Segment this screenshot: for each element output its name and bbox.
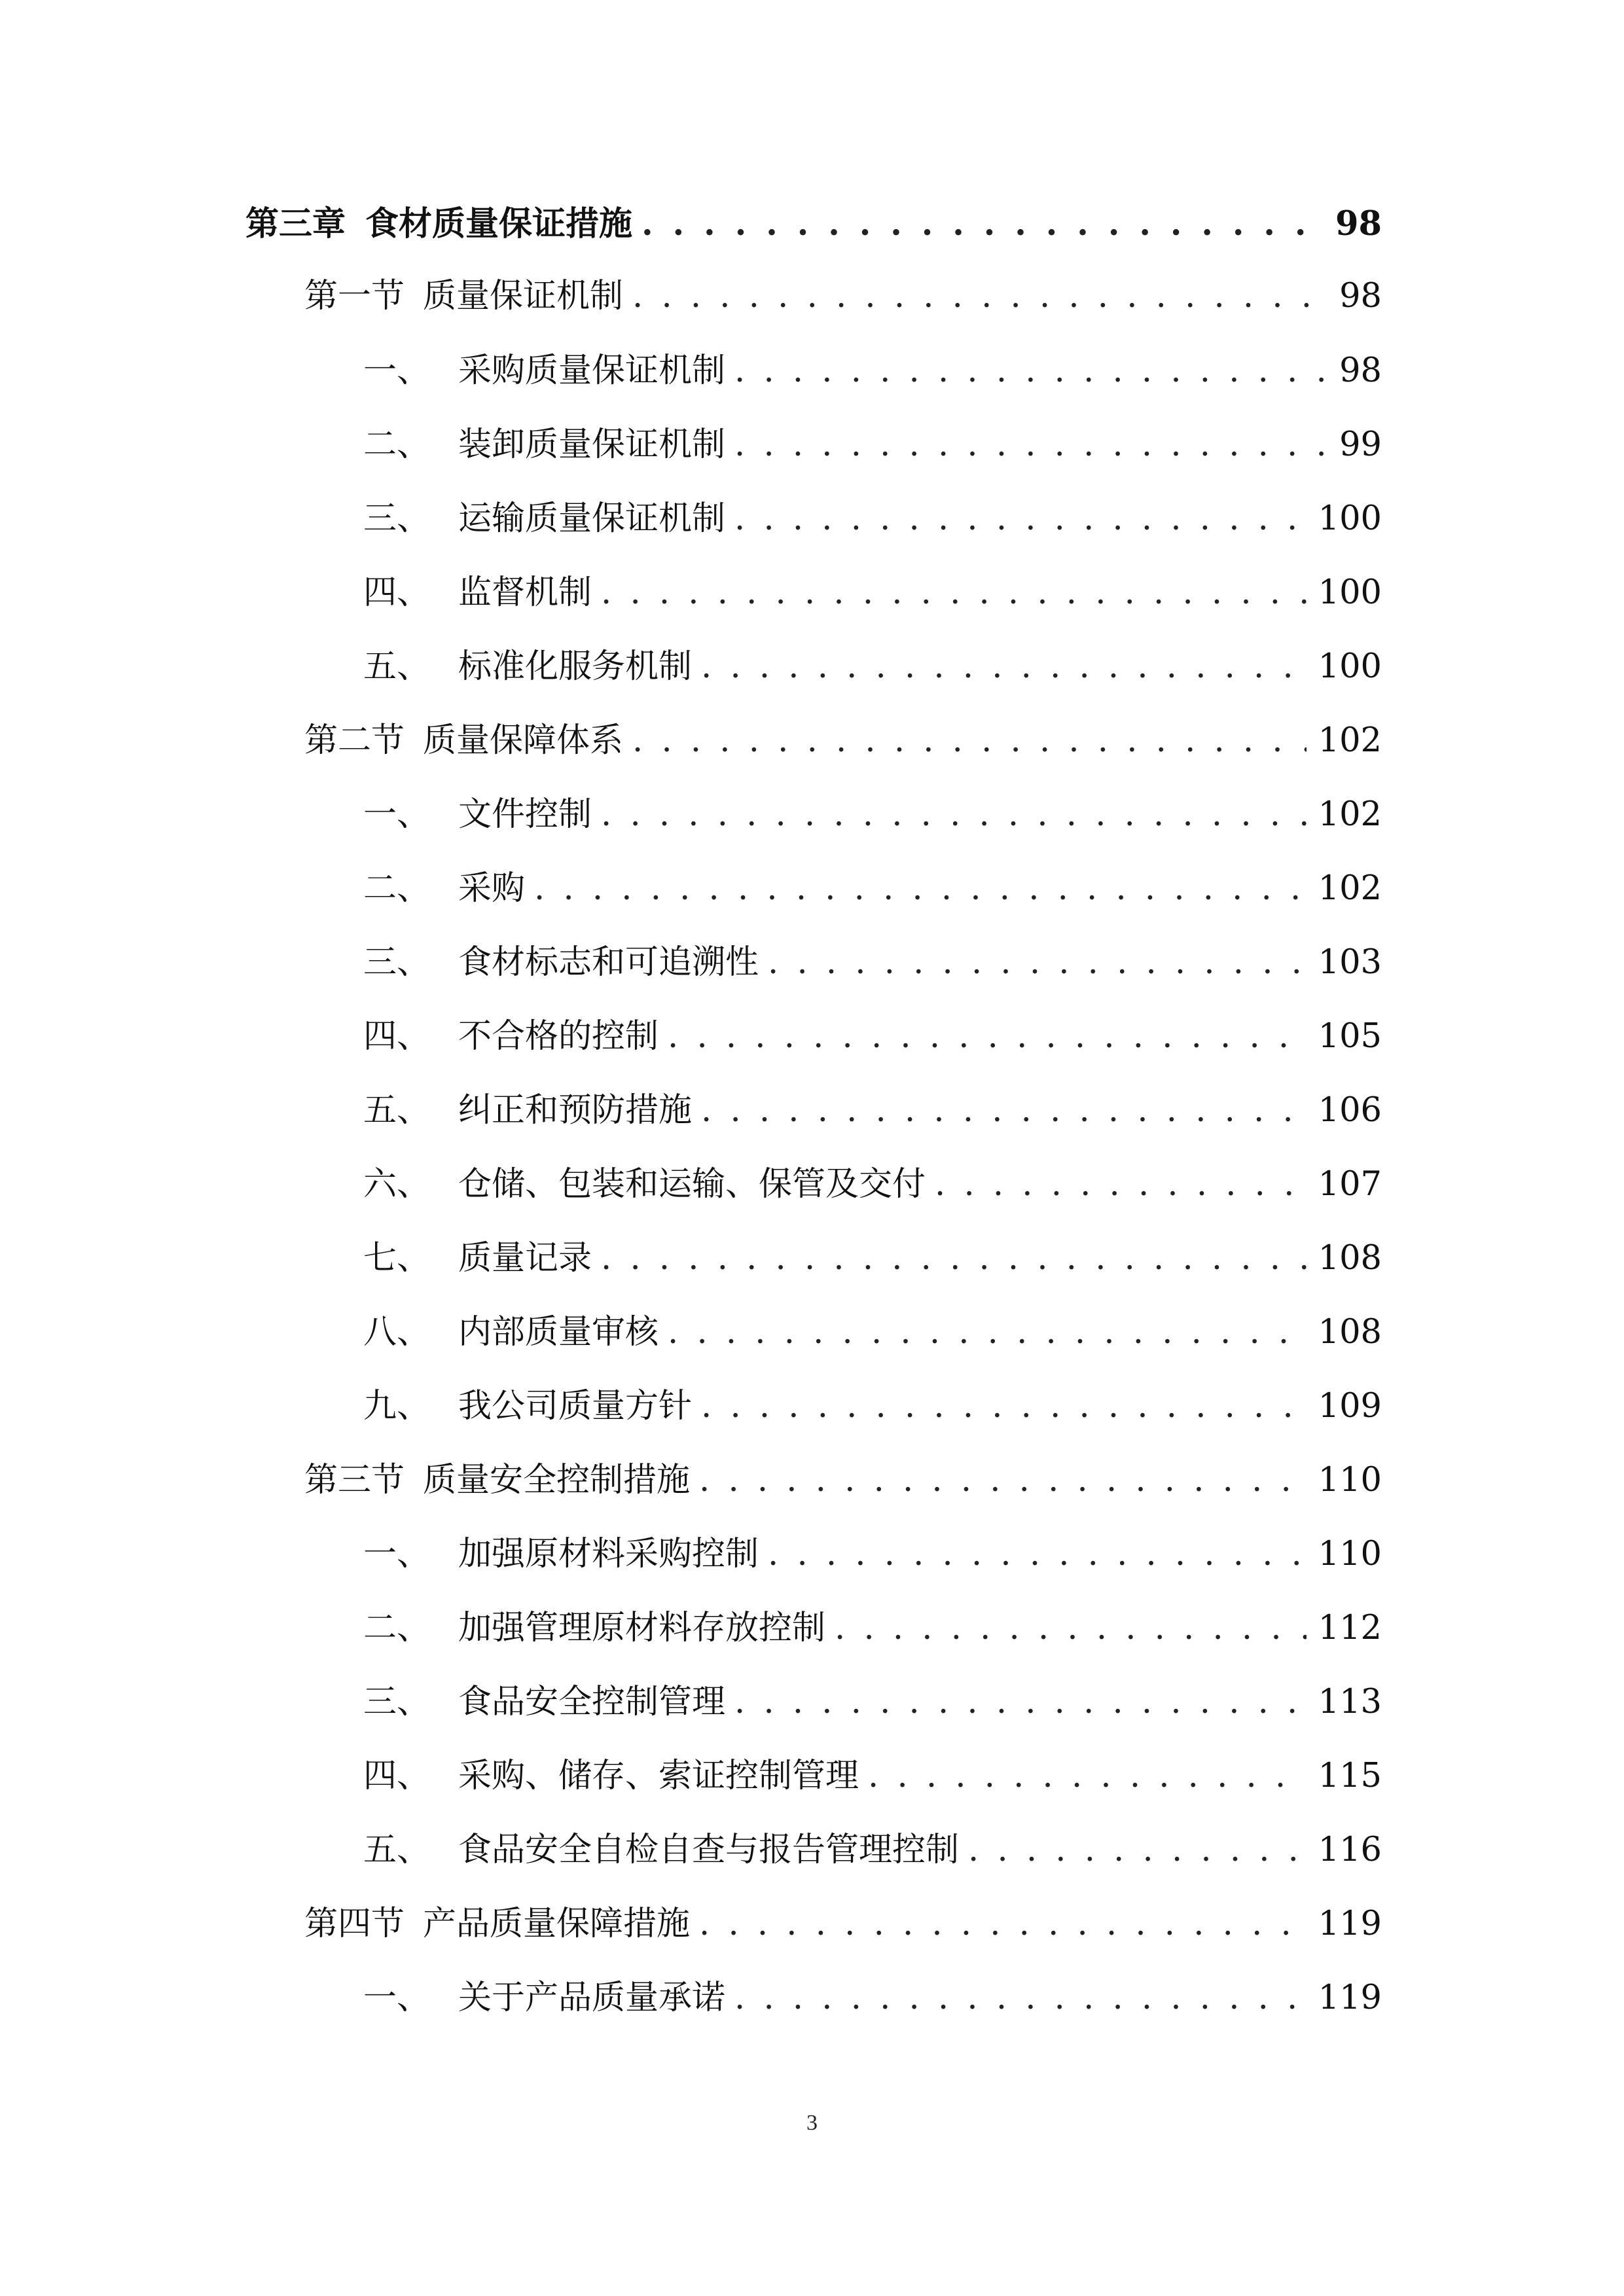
toc-dot-leader bbox=[701, 1380, 1307, 1433]
toc-entry-title: 关于产品质量承诺 bbox=[458, 1979, 726, 2017]
toc-entry-page: 116 bbox=[1318, 1831, 1382, 1869]
toc-entry-title: 装卸质量保证机制 bbox=[458, 425, 726, 464]
toc-entry-title: 仓储、包装和运输、保管及交付 bbox=[458, 1165, 926, 1204]
toc-entry-number: 一、 bbox=[363, 1535, 431, 1573]
toc-entry-item[interactable] bbox=[363, 1602, 1382, 1655]
toc-entry-number: 五、 bbox=[363, 647, 431, 686]
toc-entry-number: 四、 bbox=[363, 573, 431, 612]
toc-entry-number: 一、 bbox=[363, 351, 431, 390]
toc-entry-number: 二、 bbox=[363, 869, 431, 908]
toc-entry-number: 第二节 bbox=[304, 721, 405, 760]
toc-entry-section[interactable] bbox=[304, 715, 1382, 767]
toc-dot-leader bbox=[734, 419, 1327, 471]
toc-entry-page: 110 bbox=[1318, 1461, 1382, 1499]
toc-entry-section[interactable] bbox=[304, 1454, 1382, 1507]
toc-entry-title: 采购 bbox=[458, 869, 526, 908]
toc-entry-number: 三、 bbox=[363, 1683, 431, 1721]
toc-dot-leader bbox=[668, 1011, 1307, 1063]
toc-entry-item[interactable] bbox=[363, 1528, 1382, 1581]
toc-dot-leader bbox=[701, 641, 1307, 693]
toc-entry-page: 113 bbox=[1318, 1683, 1382, 1721]
toc-entry-title: 内部质量审核 bbox=[458, 1313, 659, 1352]
toc-entry-title: 食材标志和可追溯性 bbox=[458, 943, 759, 982]
toc-entry-title: 质量保证机制 bbox=[423, 277, 624, 315]
toc-entry-page: 119 bbox=[1318, 1905, 1382, 1943]
toc-dot-leader bbox=[734, 1972, 1307, 2024]
toc-entry-page: 98 bbox=[1335, 204, 1382, 243]
toc-dot-leader bbox=[641, 198, 1324, 250]
page-number: 3 bbox=[806, 2111, 818, 2135]
toc-entry-item[interactable] bbox=[363, 1380, 1382, 1433]
toc-entry-number: 五、 bbox=[363, 1091, 431, 1130]
toc-entry-page: 98 bbox=[1339, 351, 1382, 390]
toc-dot-leader bbox=[734, 493, 1307, 545]
toc-entry-page: 100 bbox=[1318, 499, 1382, 538]
toc-entry-title: 质量安全控制措施 bbox=[423, 1461, 691, 1499]
toc-entry-page: 106 bbox=[1318, 1091, 1382, 1130]
toc-entry-item[interactable] bbox=[363, 1750, 1382, 1803]
toc-dot-leader bbox=[632, 715, 1307, 767]
toc-entry-item[interactable] bbox=[363, 789, 1382, 841]
toc-entry-item[interactable] bbox=[363, 1232, 1382, 1285]
toc-entry-chapter-3[interactable] bbox=[245, 198, 1382, 250]
toc-dot-leader bbox=[935, 1158, 1307, 1211]
toc-entry-section[interactable] bbox=[304, 1898, 1382, 1950]
toc-entry-page: 102 bbox=[1318, 795, 1382, 834]
toc-entry-item[interactable] bbox=[363, 937, 1382, 989]
toc-dot-leader bbox=[835, 1602, 1307, 1655]
toc-dot-leader bbox=[701, 1085, 1307, 1137]
toc-entry-number: 四、 bbox=[363, 1017, 431, 1056]
toc-entry-item[interactable] bbox=[363, 1972, 1382, 2024]
toc-entry-title: 运输质量保证机制 bbox=[458, 499, 726, 538]
toc-dot-leader bbox=[534, 863, 1307, 915]
toc-dot-leader bbox=[768, 1528, 1307, 1581]
toc-entry-page: 100 bbox=[1318, 573, 1382, 612]
toc-entry-page: 105 bbox=[1318, 1017, 1382, 1056]
toc-entry-item[interactable] bbox=[363, 863, 1382, 915]
toc-entry-item[interactable] bbox=[363, 1158, 1382, 1211]
toc-entry-page: 108 bbox=[1318, 1313, 1382, 1352]
toc-entry-page: 103 bbox=[1318, 943, 1382, 982]
toc-entry-item[interactable] bbox=[363, 567, 1382, 619]
toc-dot-leader bbox=[768, 937, 1307, 989]
toc-entry-title: 标准化服务机制 bbox=[458, 647, 693, 686]
toc-entry-number: 一、 bbox=[363, 795, 431, 834]
toc-entry-title: 质量保障体系 bbox=[423, 721, 624, 760]
toc-entry-item[interactable] bbox=[363, 1306, 1382, 1359]
toc-entry-item[interactable] bbox=[363, 345, 1382, 397]
toc-entry-item[interactable] bbox=[363, 493, 1382, 545]
toc-entry-item[interactable] bbox=[363, 641, 1382, 693]
toc-entry-title: 食材质量保证措施 bbox=[365, 204, 633, 243]
toc-entry-title: 我公司质量方针 bbox=[458, 1387, 693, 1426]
toc-entry-item[interactable] bbox=[363, 419, 1382, 471]
toc-dot-leader bbox=[699, 1454, 1307, 1507]
toc-entry-page: 108 bbox=[1318, 1239, 1382, 1278]
toc-dot-leader bbox=[968, 1824, 1307, 1876]
toc-dot-leader bbox=[601, 789, 1307, 841]
toc-entry-title: 文件控制 bbox=[458, 795, 592, 834]
toc-entry-page: 107 bbox=[1318, 1165, 1382, 1204]
toc-entry-title: 加强管理原材料存放控制 bbox=[458, 1609, 826, 1647]
toc-entry-number: 六、 bbox=[363, 1165, 431, 1204]
toc-entry-number: 二、 bbox=[363, 425, 431, 464]
toc-dot-leader bbox=[601, 567, 1307, 619]
toc-entry-page: 99 bbox=[1339, 425, 1382, 464]
toc-dot-leader bbox=[868, 1750, 1307, 1803]
toc-entry-title: 食品安全控制管理 bbox=[458, 1683, 726, 1721]
toc-entry-number: 二、 bbox=[363, 1609, 431, 1647]
toc-entry-section[interactable] bbox=[304, 270, 1382, 323]
toc-entry-item[interactable] bbox=[363, 1085, 1382, 1137]
toc-entry-number: 一、 bbox=[363, 1979, 431, 2017]
toc-entry-page: 112 bbox=[1318, 1609, 1382, 1647]
toc-entry-title: 加强原材料采购控制 bbox=[458, 1535, 759, 1573]
toc-entry-title: 食品安全自检自查与报告管理控制 bbox=[458, 1831, 960, 1869]
toc-entry-item[interactable] bbox=[363, 1011, 1382, 1063]
toc-entry-page: 100 bbox=[1318, 647, 1382, 686]
toc-entry-number: 三、 bbox=[363, 943, 431, 982]
toc-dot-leader bbox=[601, 1232, 1307, 1285]
toc-entry-item[interactable] bbox=[363, 1824, 1382, 1876]
toc-entry-page: 102 bbox=[1318, 721, 1382, 760]
toc-dot-leader bbox=[632, 270, 1327, 323]
toc-entry-item[interactable] bbox=[363, 1676, 1382, 1729]
toc-entry-page: 119 bbox=[1318, 1979, 1382, 2017]
toc-entry-page: 102 bbox=[1318, 869, 1382, 908]
toc-dot-leader bbox=[668, 1306, 1307, 1359]
toc-entry-number: 三、 bbox=[363, 499, 431, 538]
toc-entry-number: 五、 bbox=[363, 1831, 431, 1869]
toc-entry-title: 监督机制 bbox=[458, 573, 592, 612]
toc-dot-leader bbox=[734, 345, 1327, 397]
toc-dot-leader bbox=[734, 1676, 1307, 1729]
toc-entry-number: 八、 bbox=[363, 1313, 431, 1352]
toc-entry-page: 98 bbox=[1339, 277, 1382, 315]
toc-entry-number: 第一节 bbox=[304, 277, 405, 315]
toc-entry-page: 110 bbox=[1318, 1535, 1382, 1573]
toc-entry-page: 115 bbox=[1318, 1757, 1382, 1795]
toc-entry-number: 四、 bbox=[363, 1757, 431, 1795]
toc-entry-number: 九、 bbox=[363, 1387, 431, 1426]
toc-entry-number: 七、 bbox=[363, 1239, 431, 1278]
toc-entry-title: 纠正和预防措施 bbox=[458, 1091, 693, 1130]
toc-entry-number: 第三章 bbox=[245, 204, 346, 243]
toc-entry-title: 质量记录 bbox=[458, 1239, 592, 1278]
toc-entry-number: 第三节 bbox=[304, 1461, 405, 1499]
toc-entry-title: 采购、储存、索证控制管理 bbox=[458, 1757, 859, 1795]
toc-entry-title: 产品质量保障措施 bbox=[423, 1905, 691, 1943]
toc-entry-number: 第四节 bbox=[304, 1905, 405, 1943]
toc-entry-title: 采购质量保证机制 bbox=[458, 351, 726, 390]
toc-dot-leader bbox=[699, 1898, 1307, 1950]
toc-entry-page: 109 bbox=[1318, 1387, 1382, 1426]
toc-entry-title: 不合格的控制 bbox=[458, 1017, 659, 1056]
